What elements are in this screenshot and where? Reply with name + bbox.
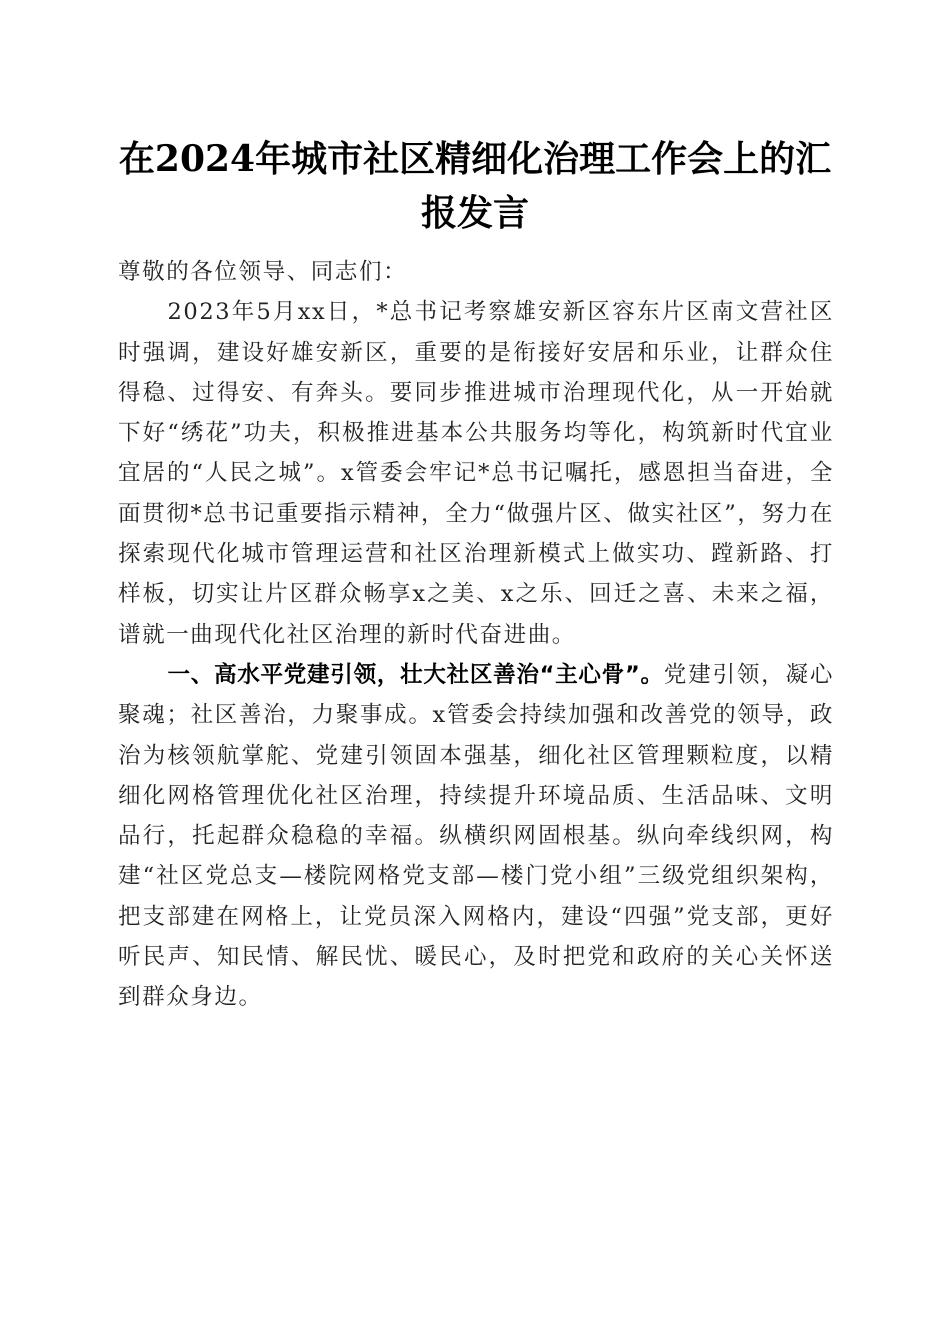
paragraph-section-1 bbox=[118, 655, 834, 1018]
section-1-heading: 一、高水平党建引领，壮大社区善治“主心骨”。 bbox=[167, 661, 664, 688]
document-title: 在2024年城市社区精细化治理工作会上的汇报发言 bbox=[118, 138, 832, 234]
paragraph-intro: 2023年5月xx日，*总书记考察雄安新区容东片区南文营社区时强调，建设好雄安新区，重要的是衔接好安居和乐业，让群众住得稳、过得安、有奔头。要同步推进城市治理现代化，从一开始就下好“绣花”功夫，积极推进基本公共服务均等化，构筑新时代宜业宜居的“人民之城”。x管委会牢记*总书记嘱托，感恩担当奋进，全面贯彻*总书记重要指示精神，全力“做强片区、做实社区”，努力在探索现代化城市管理运营和社区治理新模式上做实功、蹚新路、打样板，切实让片区群众畅享x之美、x之乐、回迁之喜、未来之福，谱就一曲现代化社区治理的新时代奋进曲。 bbox=[118, 299, 834, 648]
section-1-text: 党建引领，凝心聚魂；社区善治，力聚事成。x管委会持续加强和改善党的领导，政治为核领航掌舵、党建引领固本强基，细化社区管理颗粒度，以精细化网格管理优化社区治理，持续提升环境品质、生活品味、文明品行，托起群众稳稳的幸福。纵横织网固根基。纵向牵线织网，构建“社区党总支—楼院网格党支部—楼门党小组”三级党组织架构，把支部建在网格上，让党员深入网格内，建设“四强”党支部，更好听民声、知民情、解民忧、暖民心，及时把党和政府的关心关怀送到群众身边。 bbox=[118, 661, 834, 1011]
salutation: 尊敬的各位领导、同志们： bbox=[118, 259, 408, 285]
document-body bbox=[118, 252, 834, 1018]
